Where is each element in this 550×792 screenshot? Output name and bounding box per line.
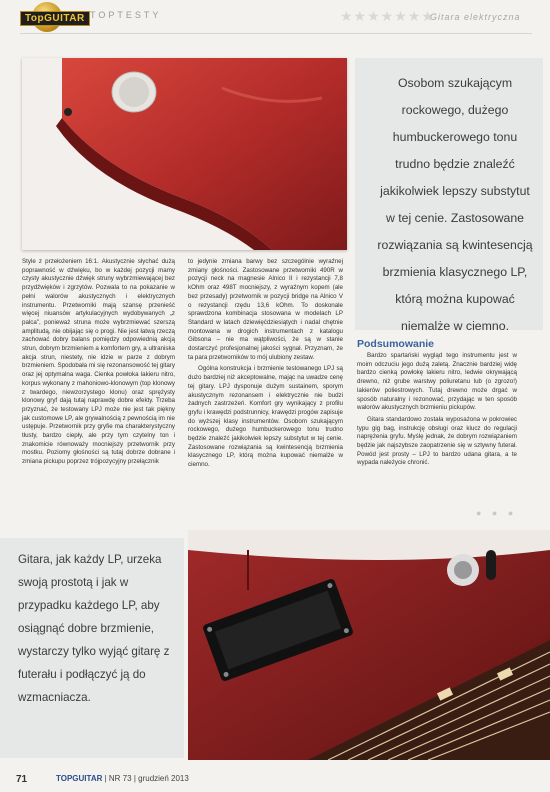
magazine-logo	[20, 2, 85, 32]
page-footer	[0, 770, 550, 792]
page-header	[0, 0, 550, 40]
magazine-name: TOPGUITAR	[56, 774, 103, 783]
issue-number: NR 73	[108, 774, 132, 783]
summary-heading: Podsumowanie	[357, 338, 435, 350]
pull-quote-box	[355, 58, 543, 333]
paragraph: Style z przełożeniem 16:1. Akustycznie słychać dużą poprawność w dźwięku, bo w każdej pozycji mamy czysty akustycznie dźwięk struny wybrzmiewającej bez przydźwięków i zgrzytów. Pozwala to na pokazanie w pełni walorów akustycznych i elektrycznych instrumentu. Przetworniki mają szansę przenieść więcej niuansów artykulacyjnych wydobywanych „z palca", ponieważ struna może wybrzmiewać szerszą amplitudą, nie obijając się o progi. Nie jest łatwą rzeczą zachować dobry balans pomiędzy odpowiednią akcją strun, dobrym brzmieniem a komfortem gry, a ultraniska akcja strun, niestety, nie idzie w parze z dobrym brzmieniem. Spodobała mi się rezonansowość tej gitary oraz jej optymalna waga. Cienka powłoka lakieru nitro, korpus wykonany z mahoniowo-klonowym (top klonowy z twardego, niewzorzystego klonu) oraz sprężysty klonowy gryf dają tutaj naprawdę dobre efekty. Trzeba przyznać, że testowany LPJ może nie jest tak piękny jak customowe LP, ale grywalnością z pewnością im nie ustępuje. Przetwornik przy gryfie ma charakterystyczny tłusty, bardzo ciepły, ale przy tym czytelny ton i znakomicie równoważy mocniejszy przetwornik przy mostku. Poziomy głośności są tutaj dobrze dobrane i zmiana pickupu poprzez trójpozycyjny przełącznik	[22, 258, 175, 466]
end-dots-icon: ● ● ●	[476, 508, 518, 518]
page-number: 71	[16, 774, 28, 785]
paragraph: Ogólna konstrukcja i brzmienie testowanego LPJ są dużo bardziej niż akceptowalne, mając na uwadze cenę tej gitary. LPJ dysponuje dużym sustainem, sporym akustycznym rezonansem i elektrycznie nie budzi żadnych zastrzeżeń. Komfort gry wynikający z profilu gryfu i krawędzi podstrunnicy, krawędzi progów zapisuje do wyższej klasy instrumentów. Osobom szukającym rockowego, dużego humbuckerowego tonu trudno będzie znaleźć jakikolwiek lepszy substytut w tej cenie. Zastosowane rozwiązania są kwintesencją brzmienia klasycznego LP, którą można kupować niemalże w ciemno.	[188, 365, 343, 469]
article-column-3	[357, 352, 517, 471]
article-column-1	[22, 258, 175, 470]
pull-quote-box-2	[0, 538, 184, 758]
magazine-info: TOPGUITAR | NR 73 | grudzień 2013	[56, 774, 189, 783]
guitar-body-photo	[22, 58, 347, 250]
article-column-2	[188, 258, 343, 473]
logo-text: TopGUITAR	[20, 11, 90, 26]
section-label: TOPTESTY	[90, 10, 162, 20]
rating-stars-icon: ★★★★★★★	[340, 8, 435, 24]
header-divider	[20, 33, 532, 34]
paragraph: to jedynie zmiana barwy bez szczególnie wyraźnej zmiany głośności. Zastosowane przetworniki 490R w pozycji neck na magnesie Alnico II i rezystancji 7,8 kOhm oraz 498T mocniejszy, z wyraźnym kopem (ale bez przesady) przetwornik w pozycji bridge na Alnico V o rezystancji rzędu 13,6 kOhm. To doskonale sprawdzona kombinacja stosowana w modelach LP Standard w latach dziewięćdziesiątych i nadal chętnie montowana w drogich instrumentach z katalogu Gibsona – nie ma wątpliwości, że są w stanie dostarczyć profesjonalnej jakości sygnał. Przyznam, że ta para przetworników to mój ulubiony zestaw.	[188, 258, 343, 361]
pull-quote-text: Osobom szukającym rockowego, dużego humbuckerowego tonu trudno będzie znaleźć jakikolwiek lepszy substytut w tej cenie. Zastosowane rozwiązania są kwintesencją brzmienia klasycznego LP, którą można kupować niemalże w ciemno.	[377, 76, 533, 333]
pull-quote-text-2: Gitara, jak każdy LP, urzeka swoją prostotą i jak w przypadku każdego LP, aby osiągnąć dobre brzmienie, wystarczy tylko wyjąć gitarę z futerału i podłączyć ją do wzmacniacza.	[18, 553, 170, 704]
issue-date: grudzień 2013	[138, 774, 189, 783]
paragraph: Bardzo spartański wygląd tego instrumentu jest w moim odczuciu jego dużą zaletą. Znacznie bardziej widę bardzo cienką powłokę lakieru nitro, ledwie okrywającą drewno, niż grube warstwy poliuretanu lub (o zgrozo!) lakierów poliestrowych. Tutaj drewno może drgać w sposób naturalny i rezonować, przydając w ten sposób walorów akustycznych brzmieniu pickupów.	[357, 352, 517, 412]
category-label: Gitara elektryczna	[430, 12, 521, 22]
guitar-pickup-photo	[188, 530, 550, 760]
paragraph: Gitara standardowo została wyposażona w pokrowiec typu gig bag, instrukcję obsługi oraz klucz do regulacji naprężenia gryfu. Myślę jednak, że dobrym rozwiązaniem będzie jak najszybsze zaopatrzenie się w sztywny futerał. Powód jest prosty – LPJ to bardzo udana gitara, a te wypada należycie chronić.	[357, 415, 517, 467]
